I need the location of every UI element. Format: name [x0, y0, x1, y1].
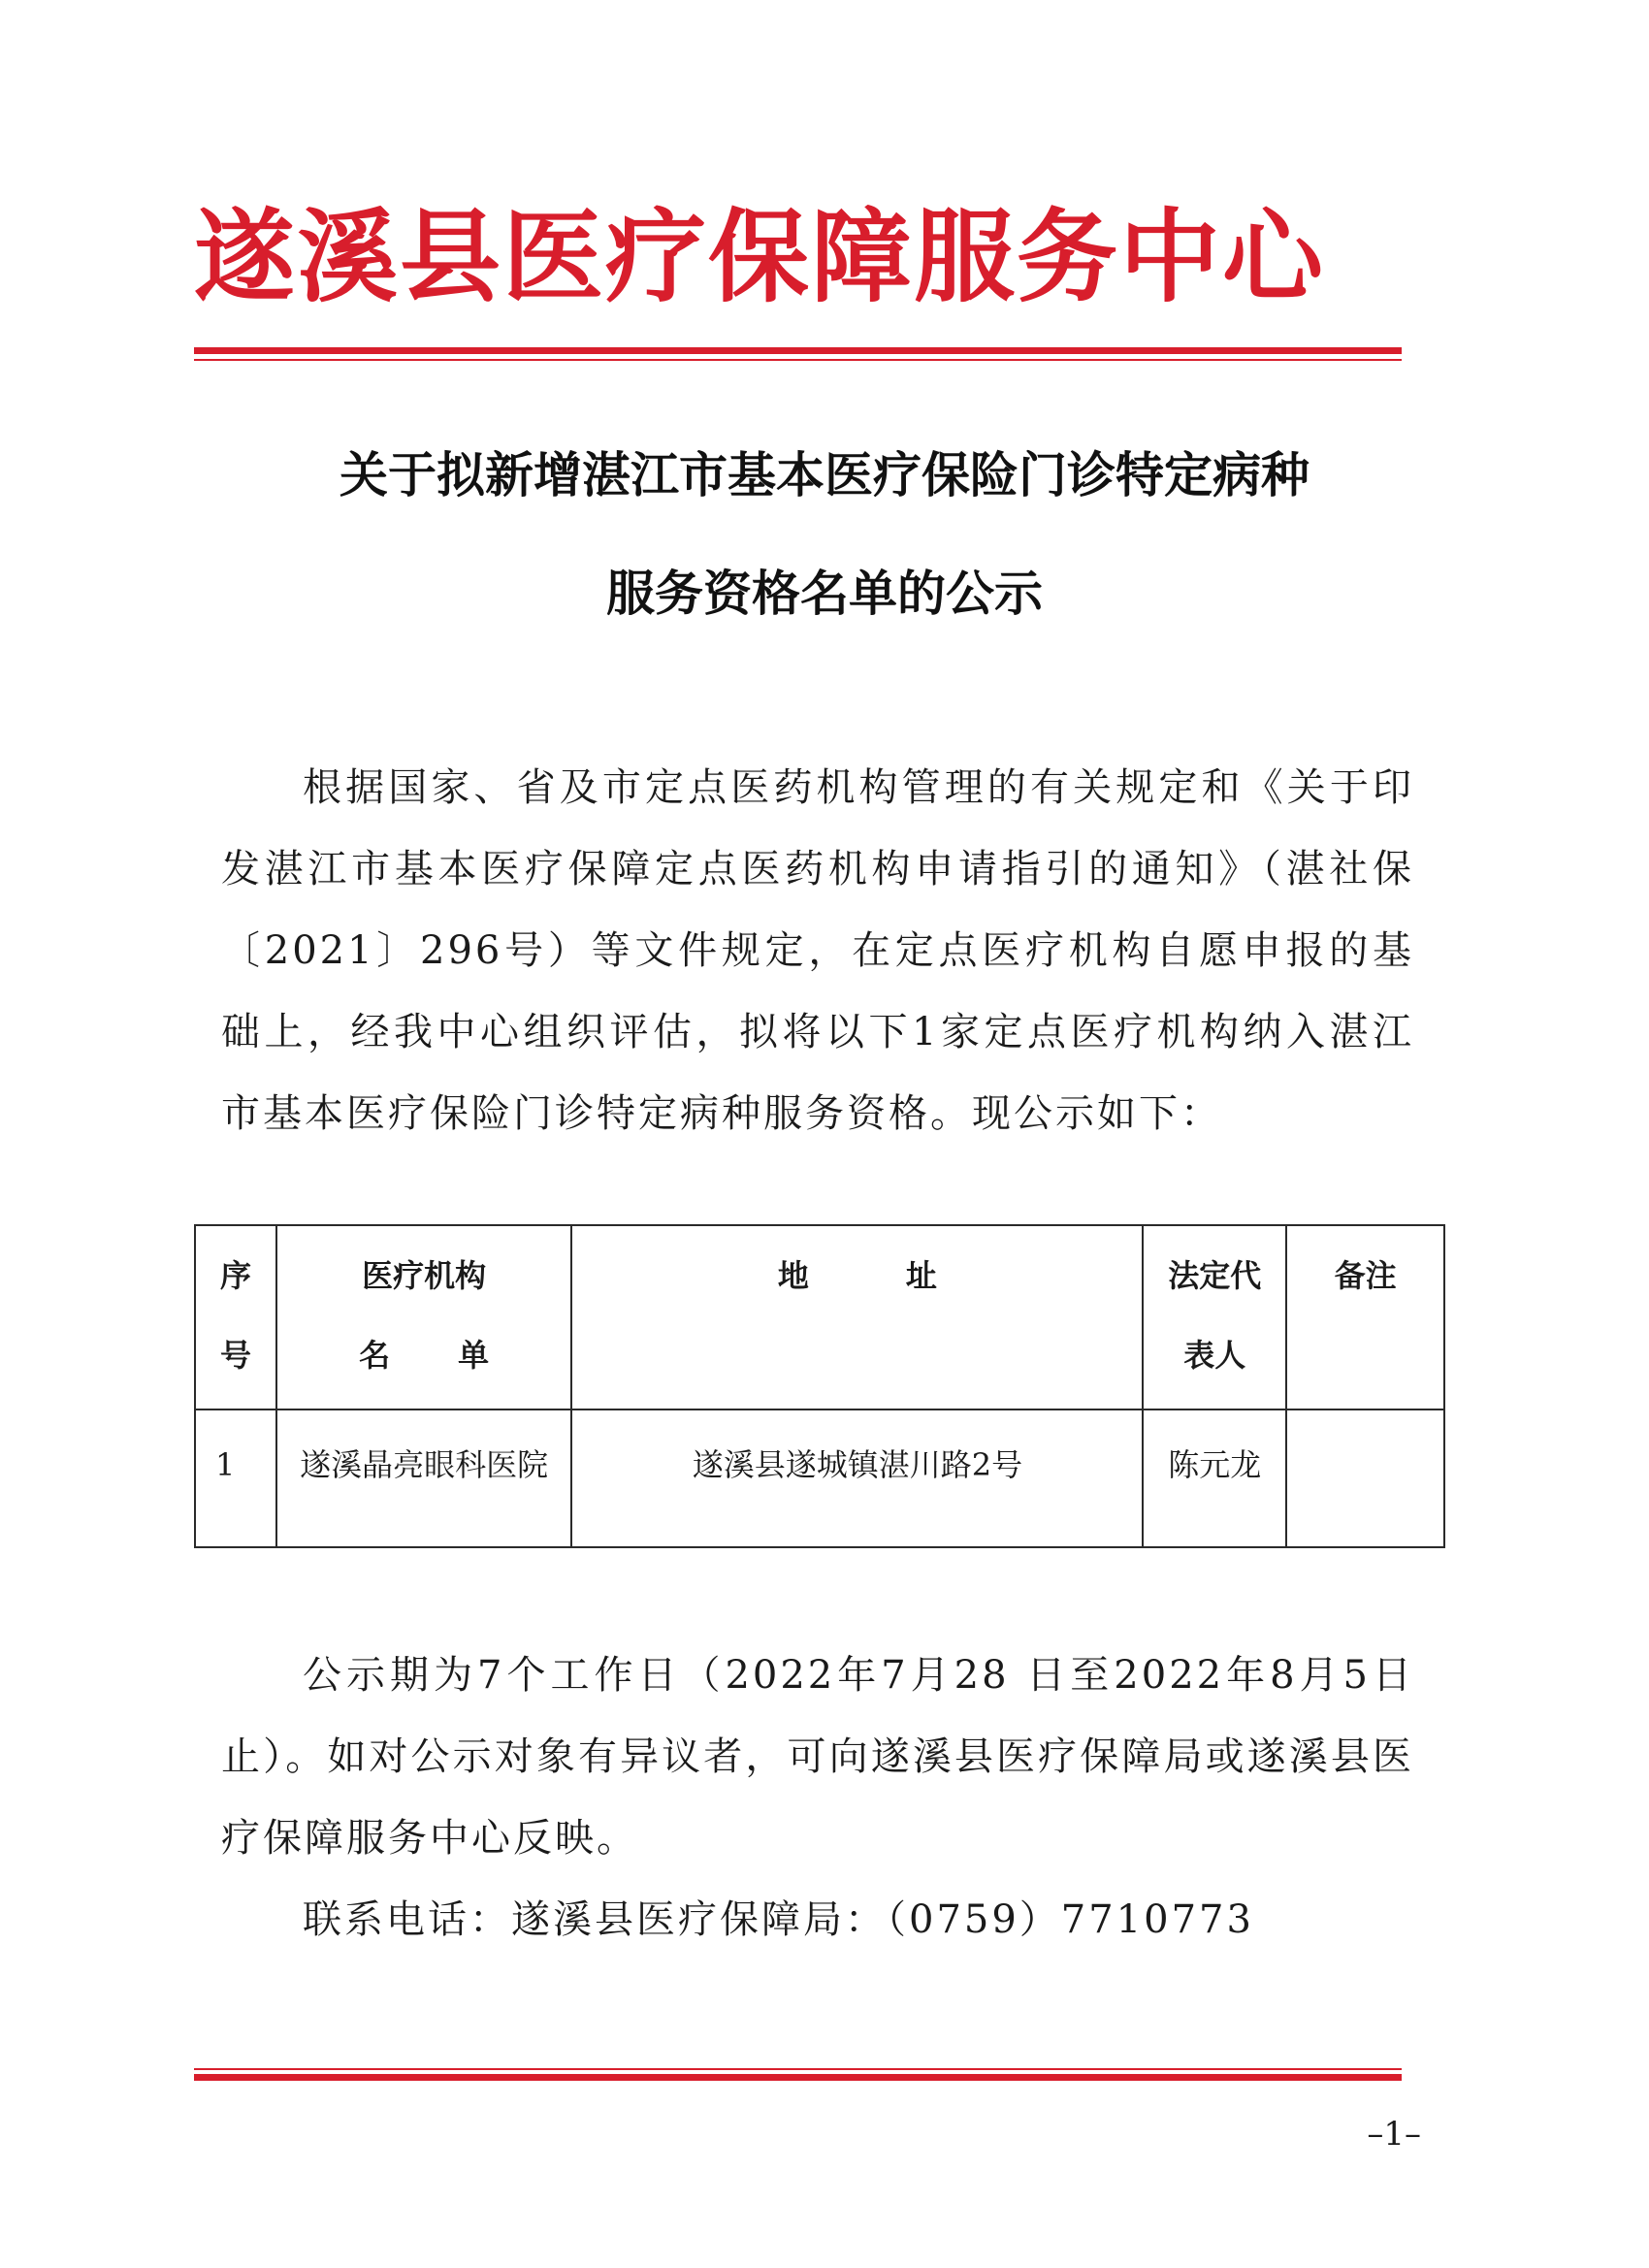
body-paragraph-intro: 根据国家、省及市定点医药机构管理的有关规定和《关于印发湛江市基本医疗保障定点医药机构申请指引的通知》（湛社保〔2021〕296号）等文件规定，在定点医疗机构自愿申报的基础上，经我中心组织评估，拟将以下1家定点医疗机构纳入湛江市基本医疗保险门诊特定病种服务资格。现公示如下： [221, 765, 1414, 1136]
cell-note [1286, 1409, 1444, 1547]
document-title-line2: 服务资格名单的公示 [606, 565, 1043, 622]
org-header-title: 遂溪县医疗保障服务中心 [194, 197, 1326, 316]
roster-table [194, 1224, 1445, 1548]
document-title-line1: 关于拟新增湛江市基本医疗保险门诊特定病种 [340, 446, 1310, 503]
cell-org [276, 1409, 572, 1547]
cell-org-text: 遂溪晶亮眼科医院 [300, 1446, 549, 1483]
page-number: –1– [1367, 2115, 1421, 2154]
cell-seq [195, 1409, 276, 1547]
header-rep-line1: 法定代 [1168, 1257, 1262, 1294]
footer-red-rule-thick [194, 2074, 1402, 2081]
header-note [1286, 1225, 1444, 1409]
header-rep [1143, 1225, 1286, 1409]
cell-address [571, 1409, 1143, 1547]
header-seq [195, 1225, 276, 1409]
header-org [276, 1225, 572, 1409]
header-red-rule-thick [194, 347, 1402, 354]
header-seq-line1: 序 [219, 1257, 251, 1294]
header-address [571, 1225, 1143, 1409]
header-org-line2: 名单 [359, 1337, 558, 1374]
cell-address-text: 遂溪县遂城镇湛川路2号 [692, 1446, 1023, 1483]
header-note-label: 备注 [1334, 1257, 1397, 1294]
table-header-row [195, 1225, 1444, 1409]
table-row [195, 1409, 1444, 1547]
body-contact-line: 联系电话：遂溪县医疗保障局：（0759）7710773 [303, 1897, 1254, 1942]
body-paragraph-period: 公示期为7个工作日（2022年7月28 日至2022年8月5日止）。如对公示对象有异议者，可向遂溪县医疗保障局或遂溪县医疗保障服务中心反映。 [221, 1653, 1414, 1861]
header-org-line1: 医疗机构 [362, 1257, 487, 1294]
cell-rep-text: 陈元龙 [1168, 1446, 1262, 1483]
cell-rep [1143, 1409, 1286, 1547]
cell-note-text [1287, 1410, 1443, 1445]
header-red-rule-thin [194, 359, 1402, 361]
footer-red-rule-thin [194, 2068, 1402, 2070]
header-address-label: 地址 [777, 1257, 1034, 1294]
header-rep-line2: 表人 [1183, 1337, 1246, 1374]
cell-seq-text: 1 [215, 1446, 236, 1483]
header-seq-line2: 号 [219, 1337, 251, 1374]
